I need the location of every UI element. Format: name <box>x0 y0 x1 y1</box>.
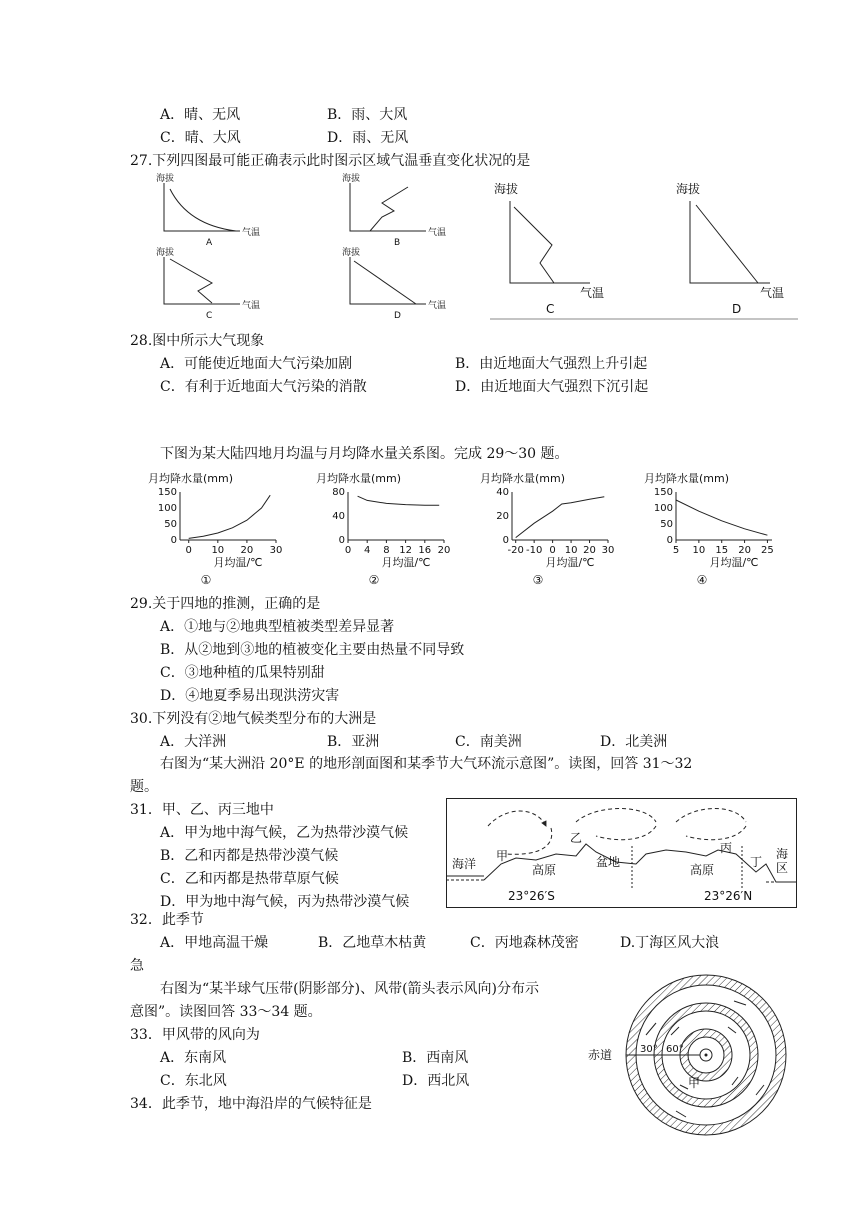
q29-stem: 29.关于四地的推测，正确的是 <box>130 596 321 612</box>
chart-ytick-label: 100 <box>653 503 673 514</box>
q33-option-b: B．西南风 <box>402 1050 469 1066</box>
chart-series-line <box>358 496 440 505</box>
chart-xtick-label: 25 <box>761 545 774 556</box>
chart-xtick-label: 12 <box>399 545 412 556</box>
q29-option-b: B．从②地到③地的植被变化主要由热量不同导致 <box>160 642 465 658</box>
chart-xtick-label: 10 <box>692 545 706 556</box>
profile-figure <box>446 798 798 908</box>
chart-ytick-label: 0 <box>338 535 345 546</box>
q32-option-c: C．丙地森林茂密 <box>470 935 579 951</box>
chart-title: ④ <box>696 573 708 587</box>
profile-lat-n: 23°26′N <box>704 889 753 903</box>
q26-option-d: D．雨、无风 <box>327 130 409 146</box>
chart-ylabel: 月均降水量(mm) <box>316 472 402 485</box>
chart-xtick-label: 0 <box>549 545 556 556</box>
chart-ylabel: 月均降水量(mm) <box>148 472 234 485</box>
q27-d-ylabel: 海拔 <box>342 248 361 258</box>
q27-stem: 27.下列四图最可能正确表示此时图示区域气温垂直变化状况的是 <box>130 153 531 169</box>
q32-option-d-cont: 急 <box>130 958 144 974</box>
chart-ylabel: 月均降水量(mm) <box>480 472 566 485</box>
chart-xlabel: 月均温/℃ <box>709 556 759 569</box>
chart-xlabel: 月均温/℃ <box>381 556 431 569</box>
chart-xtick-label: 16 <box>418 545 432 556</box>
polar-equator-label: 赤道 <box>588 1048 613 1062</box>
chart-xtick-label: -20 <box>507 545 524 556</box>
q27-panels <box>140 173 800 323</box>
q33-option-a: A．东南风 <box>160 1050 227 1066</box>
q27-bigd-ylabel: 海拔 <box>676 182 701 196</box>
q34-stem: 34．此季节，地中海沿岸的气候特征是 <box>130 1096 372 1112</box>
q33-stem: 33．甲风带的风向为 <box>130 1027 260 1043</box>
intro-33-34: 右图为“某半球气压带(阴影部分)、风带(箭头表示风向)分布示 <box>160 981 540 997</box>
q32-option-d: D.丁海区风大浪 <box>620 935 720 951</box>
chart-xtick-label: 0 <box>185 545 192 556</box>
q32-stem: 32．此季节 <box>130 912 204 928</box>
q28-option-b: B．由近地面大气强烈上升引起 <box>455 356 648 372</box>
q31-option-b: B．乙和丙都是热带沙漠气候 <box>160 848 339 864</box>
polar-lat30-label: 30° <box>640 1044 658 1055</box>
profile-plateau1-label: 高原 <box>532 863 557 877</box>
chart-xlabel: 月均温/℃ <box>213 556 263 569</box>
q27-c-caption: C <box>206 311 213 321</box>
chart-ytick-label: 100 <box>157 503 177 514</box>
polar-jia-label: 甲 <box>688 1076 701 1090</box>
q27-d-xlabel: 气温 <box>428 301 447 311</box>
chart-xlabel: 月均温/℃ <box>545 556 595 569</box>
q31-option-c: C．乙和丙都是热带草原气候 <box>160 871 339 887</box>
chart-xtick-label: 15 <box>715 545 729 556</box>
q26-option-c: C．晴、大风 <box>160 130 241 146</box>
chart-xtick-label: 0 <box>344 545 352 556</box>
q30-stem: 30.下列没有②地气候类型分布的大洲是 <box>130 711 377 727</box>
q32-option-b: B．乙地草木枯黄 <box>318 935 427 951</box>
chart-xtick-label: 20 <box>738 545 751 556</box>
q28-option-c: C．有利于近地面大气污染的消散 <box>160 379 367 395</box>
q30-option-a: A．大洋洲 <box>160 734 227 750</box>
q27-a-caption: A <box>206 238 213 248</box>
q28-option-a: A．可能使近地面大气污染加剧 <box>160 356 353 372</box>
climate-charts <box>140 470 800 587</box>
chart-ytick-label: 80 <box>332 487 345 498</box>
chart-series-line <box>516 497 605 538</box>
chart-ylabel: 月均降水量(mm) <box>644 472 730 485</box>
q30-option-d: D．北美洲 <box>600 734 668 750</box>
q31-option-a: A．甲为地中海气候，乙为热带沙漠气候 <box>160 825 409 841</box>
q31-option-d: D．甲为地中海气候，丙为热带沙漠气候 <box>160 894 410 910</box>
chart-xtick-label: 20 <box>437 545 451 556</box>
chart-3 <box>480 471 614 587</box>
q29-option-c: C．③地种植的瓜果特别甜 <box>160 665 325 681</box>
chart-xtick-label: 30 <box>601 545 615 556</box>
profile-basin-label: 盆地 <box>596 855 621 869</box>
q28-stem: 28.图中所示大气现象 <box>130 333 265 349</box>
profile-sea-label: 海 <box>776 847 789 861</box>
chart-ytick-label: 0 <box>666 535 673 546</box>
q27-bigd-xlabel: 气温 <box>760 286 785 300</box>
q33-option-d: D．西北风 <box>402 1073 470 1089</box>
q27-bigc-caption: C <box>546 302 555 316</box>
chart-xtick-label: -10 <box>525 545 543 556</box>
profile-area-label: 区 <box>776 861 789 875</box>
q27-b-ylabel: 海拔 <box>342 174 361 184</box>
chart-ytick-label: 40 <box>496 487 509 498</box>
chart-ytick-label: 0 <box>170 535 177 546</box>
chart-xtick-label: 4 <box>364 545 371 556</box>
q31-stem: 31．甲、乙、丙三地中 <box>130 802 274 818</box>
chart-ytick-label: 0 <box>502 535 509 546</box>
intro-33-34-cont: 意图”。读图回答 33～34 题。 <box>130 1004 322 1020</box>
q32-option-a: A．甲地高温干燥 <box>160 935 269 951</box>
profile-lat-s: 23°26′S <box>508 889 555 903</box>
q27-c-xlabel: 气温 <box>242 301 261 311</box>
profile-jia-label: 甲 <box>496 849 509 863</box>
q27-a-ylabel: 海拔 <box>156 174 175 184</box>
chart-xtick-label: 5 <box>672 545 680 556</box>
chart-ytick-label: 50 <box>660 519 673 530</box>
profile-plateau2-label: 高原 <box>690 863 715 877</box>
chart-series-line <box>189 495 271 538</box>
polar-lat60-label: 60° <box>666 1044 684 1055</box>
chart-ytick-label: 50 <box>164 519 177 530</box>
q27-bigc-xlabel: 气温 <box>580 286 605 300</box>
q29-option-d: D．④地夏季易出现洪涝灾害 <box>160 688 340 704</box>
chart-ytick-label: 20 <box>496 511 509 522</box>
q33-option-c: C．东北风 <box>160 1073 227 1089</box>
intro-29-30: 下图为某大陆四地月均温与月均降水量关系图。完成 29～30 题。 <box>160 446 569 462</box>
chart-title: ③ <box>532 573 544 587</box>
profile-ding-label: 丁 <box>750 855 763 869</box>
chart-xtick-label: 8 <box>383 545 390 556</box>
profile-yi-label: 乙 <box>570 831 583 845</box>
q26-option-b: B．雨、大风 <box>327 107 408 123</box>
chart-ytick-label: 40 <box>332 511 345 522</box>
q26-option-a: A．晴、无风 <box>160 107 241 123</box>
intro-31-32: 右图为“某大洲沿 20°E 的地形剖面图和某季节大气环流示意图”。读图，回答 31～32 <box>160 756 693 772</box>
intro-31-32-cont: 题。 <box>130 779 158 795</box>
q27-a-xlabel: 气温 <box>242 228 261 238</box>
chart-4 <box>644 471 774 587</box>
chart-ytick-label: 150 <box>653 487 673 498</box>
q27-d-caption: D <box>394 311 401 321</box>
chart-title: ② <box>368 573 380 587</box>
profile-bing-label: 丙 <box>720 841 733 855</box>
q27-c-ylabel: 海拔 <box>156 248 175 258</box>
chart-title: ① <box>200 573 212 587</box>
chart-ytick-label: 150 <box>157 487 177 498</box>
q30-option-c: C．南美洲 <box>455 734 522 750</box>
chart-xtick-label: 20 <box>240 545 254 556</box>
polar-figure <box>586 975 796 1155</box>
q27-bigc-ylabel: 海拔 <box>494 182 519 196</box>
chart-xtick-label: 10 <box>564 545 578 556</box>
chart-2 <box>316 471 450 587</box>
q28-option-d: D．由近地面大气强烈下沉引起 <box>455 379 649 395</box>
q27-b-xlabel: 气温 <box>428 228 447 238</box>
q29-option-a: A．①地与②地典型植被类型差异显著 <box>160 619 395 635</box>
chart-1 <box>148 471 282 587</box>
profile-ocean-label: 海洋 <box>452 857 477 871</box>
q27-b-caption: B <box>394 238 401 248</box>
chart-xtick-label: 20 <box>583 545 596 556</box>
chart-series-line <box>676 500 767 535</box>
q27-bigd-caption: D <box>732 302 742 316</box>
q30-option-b: B．亚洲 <box>327 734 380 750</box>
chart-xtick-label: 10 <box>211 545 225 556</box>
chart-xtick-label: 30 <box>269 545 283 556</box>
